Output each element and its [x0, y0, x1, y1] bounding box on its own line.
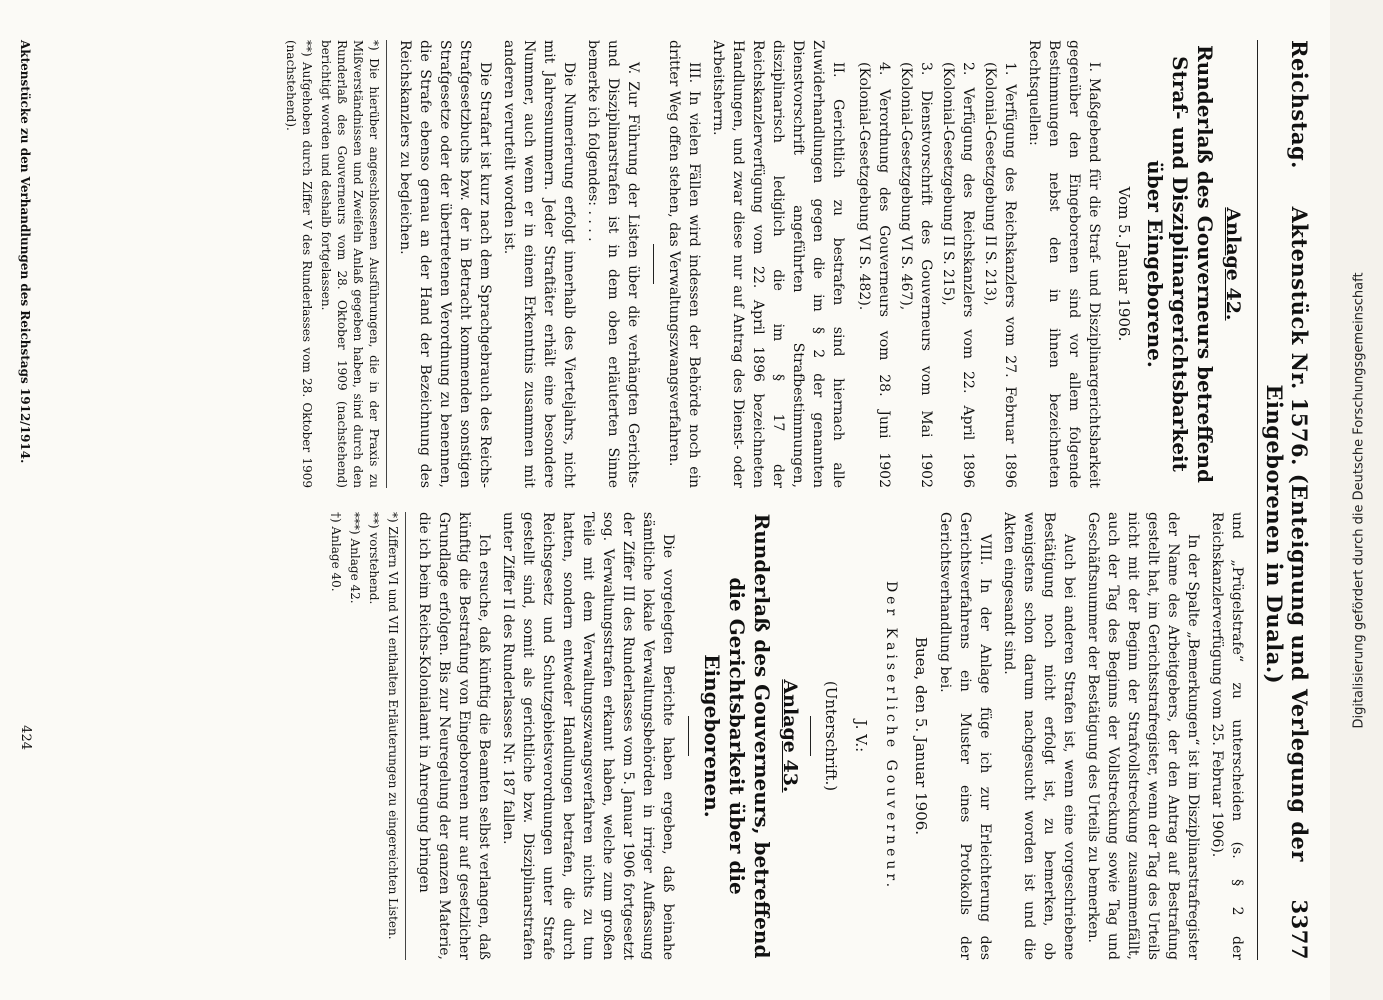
signature-title: Der Kaiserliche Gouverneur.: [883, 580, 899, 892]
footnote: ***) Anlage 42.: [348, 512, 362, 604]
footnote: **) vorstehend.: [367, 512, 381, 605]
list-item: 2. Verfügung des Reichskanzlers vom 22. April 1896 (Kolonial-Gesetzgebung II S. 215),: [940, 62, 976, 488]
paragraph-v-strafart: Die Strafart ist kurz nach dem Sprachgebrauch des Reichs-Strafgesetzbuchs bzw. der in Betracht kommenden sonstigen Strafgesetze oder der übertretenen Verordnung zu benennen, die Strafe ebenso genau an der Hand der Bezeichnung des Reichskanzlers zu begleichen.: [397, 40, 493, 488]
paragraph-ii: II. Gerichtlich zu bestrafen sind hiernach alle Zuwiderhandlungen gegen die im § 2 der genannten Dienstvorschrift angeführten Strafbestimmungen, disziplinarisch lediglich die im § 17 der Reichskanzlerverfügung vom 22. April 1896 bezeichneten Handlungen, und zwar diese nur auf Antrag des Dienst- oder Arbeitsherrn.: [710, 40, 846, 488]
left-column: [37, 40, 1247, 488]
paragraph-iii: III. In vielen Fällen wird indessen der Behörde noch ein dritter Weg offen stehen, das Verwaltungszwangsverfahren.: [666, 40, 702, 488]
text-columns: [37, 40, 1247, 960]
footnote: *) Die hierüber angeschlossenen Ausführungen, die in der Praxis zu Mißverständnissen und Zweifeln Anlaß gegeben haben, sind durch den Runderlaß des Gouverneurs vom 28. Oktober 1909 (nachstehend) berichtigt worden und deshalb fortgelassen.: [319, 40, 381, 488]
paragraph-strafen: Auch bei anderen Strafen ist, wenn eine vorgeschriebene Bestätigung noch nicht erfolgt ist, zu bemerken, ob wenigstens schon darum nachgesucht worden ist und die Akten eingesandt sind.: [1001, 512, 1077, 960]
anlage-43-title: Runderlaß des Gouverneurs, betreffend die Gerichtsbarkeit über die Eingeborenen.: [700, 513, 774, 959]
bottom-line: [18, 40, 32, 960]
signature-iv: J. V.:: [852, 719, 870, 753]
credit-text: Digitalisierung gefördert durch die Deutsche Forschungsgemeinschaft: [1352, 271, 1367, 729]
divider: [810, 716, 811, 756]
paragraph-v-numbering: Die Numerierung erfolgt innerhalb des Vierteljahrs, nicht mit Jahresnummern. Jeder Straftäter erhält eine besondere Nummer, auch wenn er in einem Erkenntnis zusammen mit anderen verurteilt worden ist.: [501, 40, 577, 488]
paragraph-ersuche: Ich ersuche, daß künftig die Beamten selbst verlangen, daß künftig die Bestrafung von Eingeborenen nur auf gesetzlicher Grundlage erfolgen. Bis zur Neuregelung der ganzen Materie, die ich beim Reichs-Kolonialamt in Anregung bringen: [416, 512, 492, 960]
list-item: 1. Verfügung des Reichskanzlers vom 27. Februar 1896 (Kolonial-Gesetzgebung II S. 213),: [982, 62, 1018, 488]
footnote: †) Anlage 40.: [329, 512, 343, 592]
paragraph-viii: VIII. In der Anlage füge ich zur Erleichterung des Gerichtsverfahrens ein Muster eines Protokolls der Gerichtsverhandlung bei.: [937, 512, 993, 960]
paragraph-i: I. Maßgebend für die Straf- und Disziplinargerichtsbarkeit gegenüber den Eingeborenen sind vor allem folgende Bestimmungen nebst den in ihnen bezeichneten Rechtsquellen:: [1026, 40, 1102, 488]
anlage-42-title: Runderlaß des Gouverneurs betreffend Straf- und Disziplinargerichtsbarkeit über Eingeborene.: [1143, 45, 1217, 483]
running-head-left: Reichstag.: [1287, 40, 1312, 169]
regulation-list: [854, 62, 1020, 488]
running-head-middle: Aktenstück Nr. 1576. (Enteignung und Verlegung der Eingeborenen in Duala.): [1262, 206, 1312, 862]
divider: [653, 244, 654, 284]
page-number: 424: [18, 725, 33, 750]
footnote: **) Aufgehoben durch Ziffer V des Runderlasses vom 28. Oktober 1909 (nachstehend).: [284, 40, 314, 488]
divider: [688, 716, 689, 756]
anlage-42-date: Vom 5. Januar 1906.: [1115, 186, 1133, 342]
paragraph-v: V. Zur Führung der Listen über die verhängten Gerichts- und Disziplinarstrafen ist in dem oben erläuterten Sinne bemerke ich folgendes: . . . .: [585, 40, 641, 488]
right-column: [37, 512, 1247, 960]
place-date: Buea, den 5. Januar 1906.: [912, 636, 930, 836]
paragraph-bemerkungen: In der Spalte „Bemerkungen“ ist im Disziplinarstrafregister der Name des Arbeitgebers, der den Antrag auf Bestrafung gestellt hat, im Gerichtsstrafregister, wenn der Tag des Urteils nicht mit der Beginn der Strafvollstreckung zusammenfällt, auch der Tag des Beginns der Vollstreckung sowie Tag und Geschäftsnummer der Bestätigung des Urteils zu bemerken.: [1085, 512, 1201, 960]
list-item: 4. Verordnung des Gouverneurs vom 28. Juni 1902 (Kolonial-Gesetzgebung VI S. 482).: [856, 62, 892, 488]
anlage-42-heading: Anlage 42.: [1222, 207, 1244, 321]
signature-placeholder: (Unterschrift.): [822, 680, 840, 792]
publication-line: Aktenstücke zu den Verhandlungen des Reichstags 1912/1914.: [18, 40, 32, 464]
footnote: *) Ziffern VI und VII enthalten Erläuterungen zu eingereichten Listen.: [386, 512, 400, 940]
anlage-43-heading: Anlage 43.: [779, 679, 801, 793]
running-head-page: 3377: [1287, 899, 1312, 960]
right-footnotes: [328, 512, 406, 960]
paragraph-berichte: Die vorgelegten Berichte haben ergeben, daß beinahe sämtliche lokale Verwaltungsbehörden in irriger Auffassung der Ziffer III des Runderlasses vom 5. Januar 1906 fortgesetzt sog. Verwaltungsstrafen erkannt haben, welche zum großen Teile mit dem Verwaltungszwangsverfahren nichts zu tun hatten, sondern entweder Handlungen betrafen, die durch Reichsgesetz und Schutzgebietsverordnungen unter Strafe gestellt sind, somit als gerichtliche bzw. Disziplinarstrafen unter Ziffer II des Runderlasses Nr. 187 fallen.: [500, 512, 676, 960]
running-head: [1257, 40, 1312, 960]
list-item: 3. Dienstvorschrift des Gouverneurs vom Mai 1902 (Kolonial-Gesetzgebung VI S. 467),: [898, 62, 934, 488]
digitization-credit: [1336, 0, 1383, 1000]
continued-text: und „Prügelstrafe“ zu unterscheiden (s. § 2 der Reichskanzlerverfügung vom 25. Februar 1906).: [1209, 512, 1245, 960]
left-footnotes: [283, 40, 387, 488]
